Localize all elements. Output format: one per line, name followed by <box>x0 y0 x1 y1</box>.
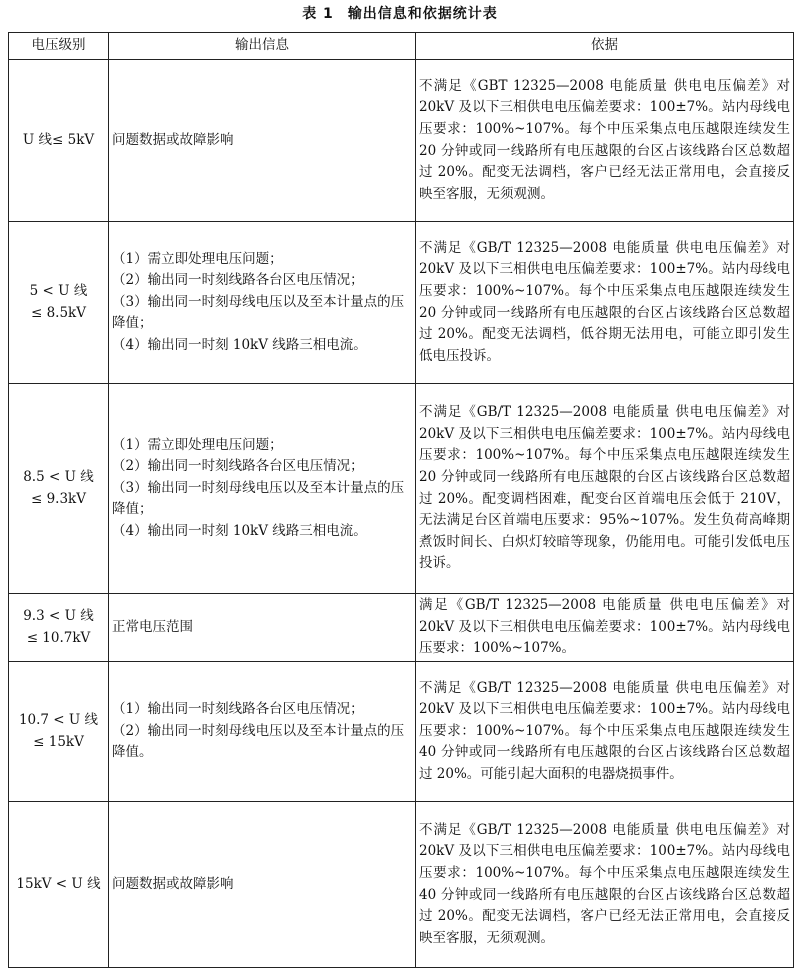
table-row <box>9 384 794 594</box>
table-row <box>9 802 794 968</box>
table-header-row <box>9 33 794 60</box>
basis-cell: 满足《GB/T 12325—2008 电能质量 供电电压偏差》对 20kV 及以下三相供电电压偏差要求：100±7%。站内母线电压要求：100%~107%。 <box>416 594 794 662</box>
output-item: （1）需立即处理电压问题； <box>112 250 283 267</box>
table-number: 表 1 <box>302 6 334 22</box>
voltage-level-cell <box>9 594 109 662</box>
output-item: （1）输出同一时刻线路各台区电压情况； <box>112 701 364 718</box>
output-item: 正常电压范围 <box>112 618 193 635</box>
table-row <box>9 222 794 384</box>
voltage-level-cell <box>9 384 109 594</box>
table-title <box>0 4 800 24</box>
header-basis: 依据 <box>416 33 794 60</box>
voltage-level-line: U 线≤ 5kV <box>22 131 95 148</box>
output-info-cell <box>109 384 416 594</box>
basis-cell: 不满足《GBT 12325—2008 电能质量 供电电压偏差》对 20kV 及以下三相供电电压偏差要求：100±7%。站内母线电压要求：100%~107%。每个中压采集点电压越限连续发生 20 分钟或同一线路所有电压越限的台区占该线路台区总数超过 20%。配变无法调档，客户已经无法正常用电，会直接反映至客服，无须观测。 <box>416 60 794 222</box>
table-name: 输出信息和依据统计表 <box>347 6 498 22</box>
voltage-level-line: 15kV < U 线 <box>16 875 101 892</box>
voltage-level-cell <box>9 662 109 802</box>
output-item: （3）输出同一时刻母线电压以及至本计量点的压降值； <box>112 479 405 518</box>
table-row <box>9 60 794 222</box>
output-info-cell <box>109 662 416 802</box>
output-item: （1）需立即处理电压问题； <box>112 436 283 453</box>
table-row <box>9 594 794 662</box>
output-item: （2）输出同一时刻母线电压以及至本计量点的压降值。 <box>112 722 405 761</box>
voltage-level-line: ≤ 15kV <box>33 733 84 750</box>
statistics-table <box>8 32 794 968</box>
table-row <box>9 662 794 802</box>
voltage-level-cell <box>9 222 109 384</box>
voltage-level-line: 5 < U 线 <box>29 282 88 299</box>
voltage-level-line: ≤ 8.5kV <box>30 304 86 321</box>
basis-cell: 不满足《GB/T 12325—2008 电能质量 供电电压偏差》对 20kV 及以下三相供电电压偏差要求：100±7%。站内母线电压要求：100%~107%。每个中压采集点电压越限连续发生 20 分钟或同一线路所有电压越限的台区占该线路台区总数超过 20%。配变无法调档，低谷期无法用电，可能立即引发生低电压投诉。 <box>416 222 794 384</box>
voltage-level-line: ≤ 10.7kV <box>26 629 91 646</box>
output-item: （3）输出同一时刻母线电压以及至本计量点的压降值； <box>112 293 405 332</box>
voltage-level-line: 8.5 < U 线 <box>23 468 94 485</box>
header-voltage-level: 电压级别 <box>9 33 109 60</box>
voltage-level-line: 10.7 < U 线 <box>18 711 99 728</box>
output-info-cell <box>109 594 416 662</box>
output-info-cell <box>109 60 416 222</box>
output-info-cell <box>109 802 416 968</box>
output-item: 问题数据或故障影响 <box>112 131 234 148</box>
voltage-level-cell <box>9 802 109 968</box>
basis-cell: 不满足《GB/T 12325—2008 电能质量 供电电压偏差》对 20kV 及以下三相供电电压偏差要求：100±7%。站内母线电压要求：100%~107%。每个中压采集点电压越限连续发生 20 分钟或同一线路所有电压越限的台区占该线路台区总数超过 20%。配变调档困难，配变台区首端电压会低于 210V，无法满足台区首端电压要求：95%~107%。发生负荷高峰期煮饭时间长、白炽灯较暗等现象，仍能用电。可能引发低电压投诉。 <box>416 384 794 594</box>
output-item: （4）输出同一时刻 10kV 线路三相电流。 <box>112 522 367 539</box>
basis-cell: 不满足《GB/T 12325—2008 电能质量 供电电压偏差》对 20kV 及以下三相供电电压偏差要求：100±7%。站内母线电压要求：100%~107%。每个中压采集点电压越限连续发生 40 分钟或同一线路所有电压越限的台区占该线路台区总数超过 20%。配变无法调档，客户已经无法正常用电，会直接反映至客服，无须观测。 <box>416 802 794 968</box>
voltage-level-cell <box>9 60 109 222</box>
voltage-level-line: 9.3 < U 线 <box>23 607 94 624</box>
basis-cell: 不满足《GB/T 12325—2008 电能质量 供电电压偏差》对 20kV 及以下三相供电电压偏差要求：100±7%。站内母线电压要求：100%~107%。每个中压采集点电压越限连续发生 40 分钟或同一线路所有电压越限的台区占该线路台区总数超过 20%。可能引起大面积的电器烧损事件。 <box>416 662 794 802</box>
output-item: 问题数据或故障影响 <box>112 875 234 892</box>
output-item: （2）输出同一时刻线路各台区电压情况； <box>112 272 364 289</box>
output-info-cell <box>109 222 416 384</box>
header-output-info: 输出信息 <box>109 33 416 60</box>
output-item: （4）输出同一时刻 10kV 线路三相电流。 <box>112 336 367 353</box>
voltage-level-line: ≤ 9.3kV <box>30 490 86 507</box>
output-item: （2）输出同一时刻线路各台区电压情况； <box>112 458 364 475</box>
